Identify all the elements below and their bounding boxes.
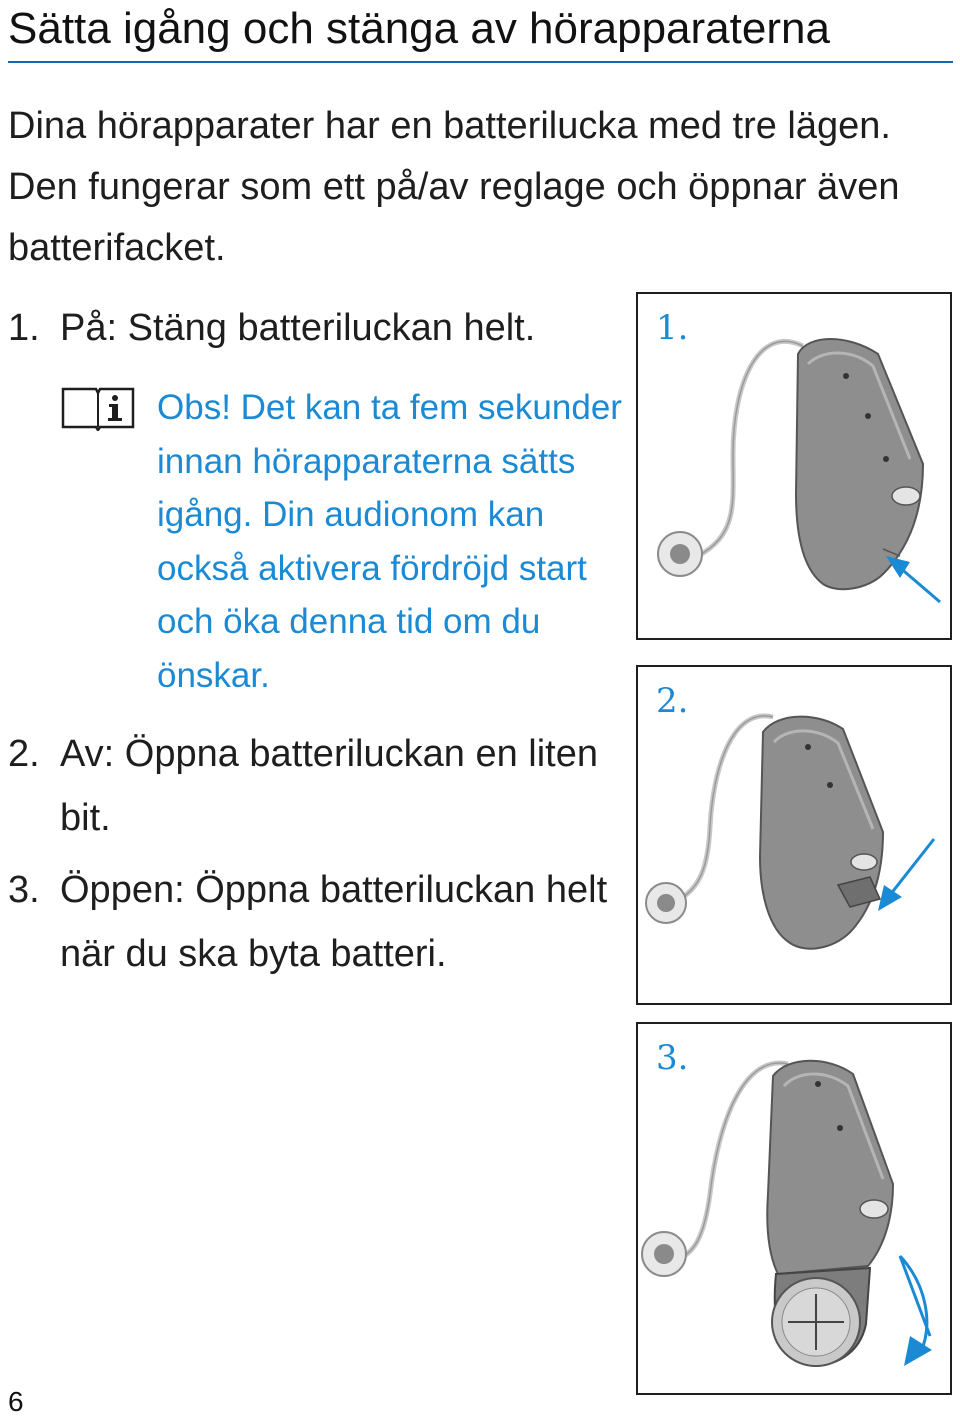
step-3-number: 3. <box>8 869 40 911</box>
step-2 <box>8 722 620 850</box>
figure-1-label: 1. <box>656 308 689 348</box>
figure-2 <box>636 665 952 1005</box>
page-title: Sätta igång och stänga av hörapparaterna <box>8 4 830 53</box>
step-3-text: Öppen: Öppna batteriluckan helt när du ska byta batteri. <box>60 869 608 975</box>
step-1-text: På: Stäng batteriluckan helt. <box>60 307 536 349</box>
step-1 <box>8 296 620 360</box>
figure-3 <box>636 1022 952 1395</box>
intro-paragraph: Dina hörapparater har en batterilucka med tre lägen. Den fungerar som ett på/av reglage och öppnar även batterifacket. <box>8 105 900 269</box>
hearing-aid-fully-open-illustration <box>638 1024 950 1393</box>
note-text: Obs! Det kan ta fem sekunder innan hörapparaterna sätts igång. Din audionom kan också aktivera fördröjd start och öka denna tid om du önskar. <box>157 388 622 695</box>
step-2-text: Av: Öppna batteriluckan en liten bit. <box>60 733 598 839</box>
figure-2-label: 2. <box>656 681 689 721</box>
figure-3-label: 3. <box>656 1038 689 1078</box>
page-number: 6 <box>8 1386 24 1417</box>
info-book-icon <box>60 385 136 431</box>
step-3 <box>8 858 620 986</box>
step-1-number: 1. <box>8 307 40 349</box>
step-2-number: 2. <box>8 733 40 775</box>
figure-1 <box>636 292 952 640</box>
title-underline <box>8 61 953 63</box>
